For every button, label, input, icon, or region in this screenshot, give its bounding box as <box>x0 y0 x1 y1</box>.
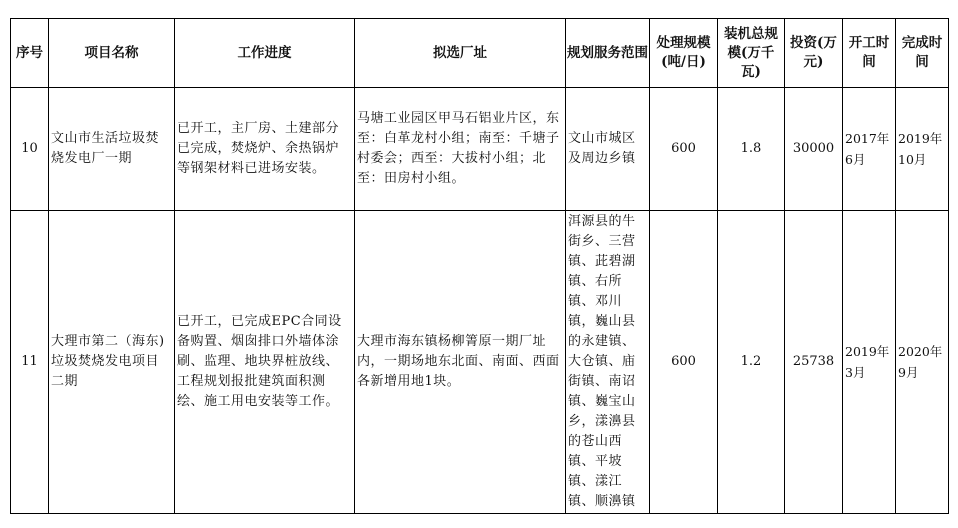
header-installed: 装机总规模(万千瓦) <box>718 19 785 88</box>
cell-installed: 1.2 <box>718 211 785 514</box>
cell-finish: 2020年9月 <box>896 211 949 514</box>
cell-seq: 11 <box>11 211 49 514</box>
cell-name: 文山市生活垃圾焚烧发电厂一期 <box>49 88 175 211</box>
header-capacity: 处理规模(吨/日) <box>650 19 718 88</box>
project-table <box>10 18 949 514</box>
header-site: 拟选厂址 <box>355 19 566 88</box>
cell-investment: 30000 <box>785 88 843 211</box>
cell-start: 2017年6月 <box>843 88 896 211</box>
cell-start: 2019年3月 <box>843 211 896 514</box>
cell-site: 大理市海东镇杨柳箐原一期厂址内，一期场地东北面、南面、西面各新增用地1块。 <box>355 211 566 514</box>
cell-site: 马塘工业园区甲马石铝业片区，东至：白革龙村小组；南至：千塘子村委会；西至：大拔村小组；北至：田房村小组。 <box>355 88 566 211</box>
cell-investment: 25738 <box>785 211 843 514</box>
header-start: 开工时间 <box>843 19 896 88</box>
cell-seq: 10 <box>11 88 49 211</box>
cell-progress: 已开工，已完成EPC合同设备购置、烟囱排口外墙体涂刷、监理、地块界桩放线、工程规划报批建筑面积测绘、施工用电安装等工作。 <box>175 211 355 514</box>
header-finish: 完成时间 <box>896 19 949 88</box>
cell-progress: 已开工，主厂房、土建部分已完成，焚烧炉、余热锅炉等钢架材料已进场安装。 <box>175 88 355 211</box>
header-seq: 序号 <box>11 19 49 88</box>
cell-capacity: 600 <box>650 211 718 514</box>
cell-service: 洱源县的牛街乡、三营镇、茈碧湖镇、右所镇、邓川镇，巍山县的永建镇、大仓镇、庙街镇、南诏镇、巍宝山乡，漾濞县的苍山西镇、平坡镇、漾江镇、顺濞镇 <box>566 211 650 514</box>
table-header-row <box>11 19 949 88</box>
project-table-container <box>10 18 948 514</box>
cell-capacity: 600 <box>650 88 718 211</box>
header-service: 规划服务范围 <box>566 19 650 88</box>
header-investment: 投资(万元) <box>785 19 843 88</box>
header-name: 项目名称 <box>49 19 175 88</box>
cell-name: 大理市第二（海东)垃圾焚烧发电项目二期 <box>49 211 175 514</box>
cell-installed: 1.8 <box>718 88 785 211</box>
table-row <box>11 88 949 211</box>
cell-finish: 2019年10月 <box>896 88 949 211</box>
header-progress: 工作进度 <box>175 19 355 88</box>
cell-service: 文山市城区及周边乡镇 <box>566 88 650 211</box>
table-row <box>11 211 949 514</box>
